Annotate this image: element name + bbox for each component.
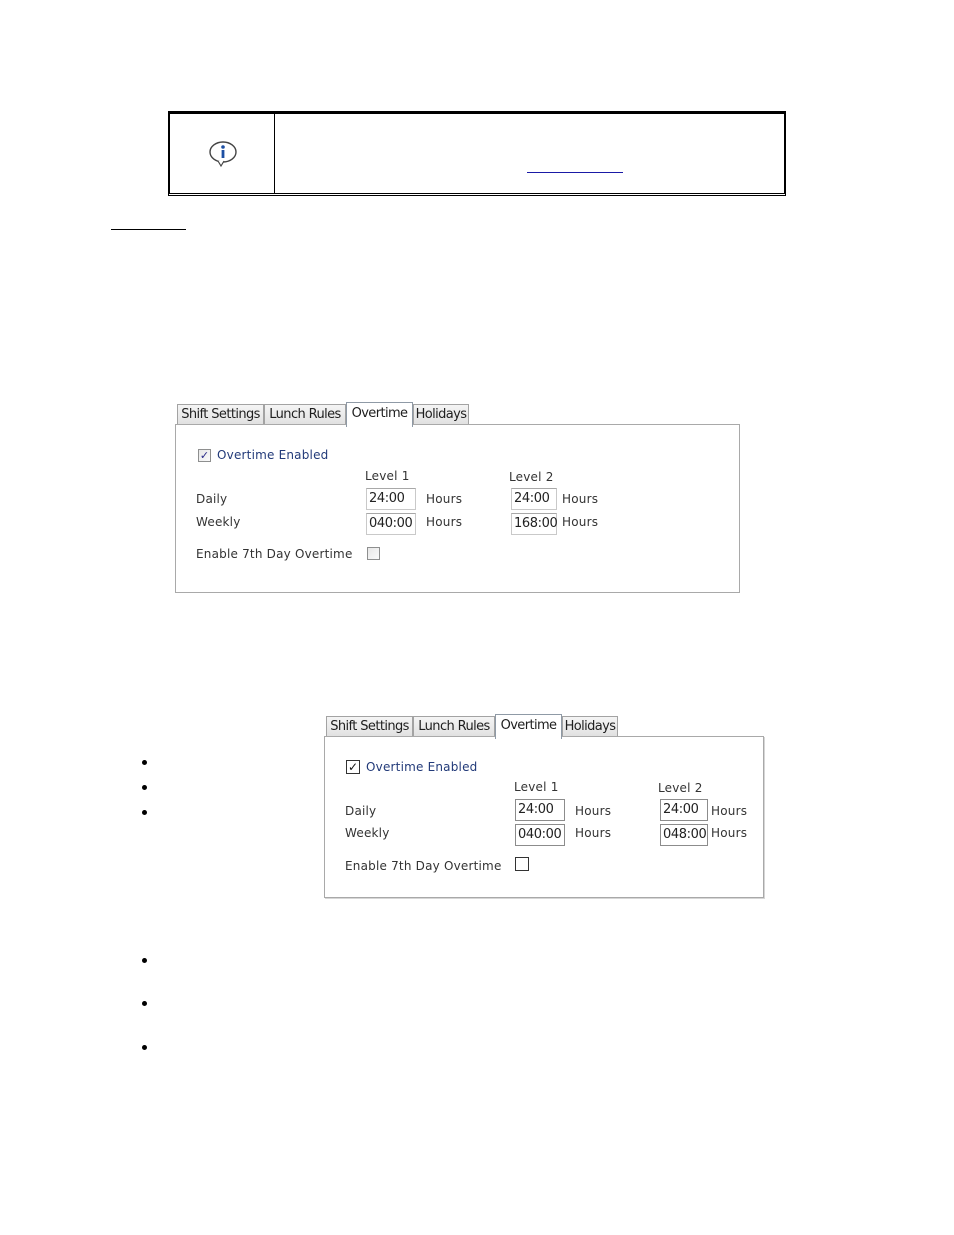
tab-lunch-rules[interactable]: Lunch Rules <box>413 716 495 736</box>
daily-level1-input[interactable]: 24:00 <box>515 799 565 821</box>
tab-lunch-rules[interactable]: Lunch Rules <box>264 404 346 424</box>
seventh-day-checkbox[interactable] <box>515 857 529 871</box>
seventh-day-checkbox[interactable] <box>367 547 380 560</box>
info-icon <box>207 140 239 168</box>
bullet-marker <box>142 785 147 790</box>
daily-level2-hours: Hours <box>711 804 748 818</box>
seventh-day-label: Enable 7th Day Overtime <box>345 859 502 873</box>
weekly-level2-input[interactable]: 048:00 <box>660 824 708 846</box>
info-note-box <box>168 111 786 196</box>
tab-holidays[interactable]: Holidays <box>413 404 469 424</box>
bullet-marker <box>142 1001 147 1006</box>
level1-header: Level 1 <box>514 780 559 794</box>
tab-shift-settings[interactable]: Shift Settings <box>177 404 264 424</box>
note-link-underline[interactable] <box>527 172 623 173</box>
overtime-enabled-label: Overtime Enabled <box>217 448 329 462</box>
section-heading-underline <box>111 229 186 230</box>
daily-level2-hours: Hours <box>562 492 599 506</box>
weekly-label: Weekly <box>196 515 241 529</box>
tab-holidays[interactable]: Holidays <box>562 716 618 736</box>
level1-header: Level 1 <box>365 469 410 483</box>
overtime-enabled-label: Overtime Enabled <box>366 760 478 774</box>
seventh-day-label: Enable 7th Day Overtime <box>196 547 353 561</box>
weekly-level2-hours: Hours <box>562 515 599 529</box>
daily-level2-input[interactable]: 24:00 <box>511 488 557 510</box>
overtime-enabled-checkbox[interactable]: ✓ <box>199 449 210 462</box>
weekly-level2-hours: Hours <box>711 826 748 840</box>
weekly-level1-input[interactable]: 040:00 <box>515 824 565 846</box>
bullet-marker <box>142 760 147 765</box>
weekly-level2-input[interactable]: 168:00 <box>511 513 557 535</box>
bullet-marker <box>142 958 147 963</box>
overtime-dialog-top <box>175 402 740 593</box>
daily-level1-hours: Hours <box>426 492 463 506</box>
note-icon-cell <box>170 114 275 193</box>
daily-level2-input[interactable]: 24:00 <box>660 799 708 821</box>
overtime-dialog-bottom <box>324 714 764 899</box>
overtime-panel <box>175 424 740 593</box>
daily-label: Daily <box>345 804 377 818</box>
tab-overtime[interactable]: Overtime <box>346 402 413 427</box>
weekly-level1-hours: Hours <box>426 515 463 529</box>
bullet-marker <box>142 1045 147 1050</box>
weekly-level1-input[interactable]: 040:00 <box>366 513 416 535</box>
overtime-panel <box>324 736 764 898</box>
tab-overtime[interactable]: Overtime <box>495 714 562 739</box>
daily-level1-input[interactable]: 24:00 <box>366 488 416 510</box>
daily-label: Daily <box>196 492 228 506</box>
tab-shift-settings[interactable]: Shift Settings <box>326 716 413 736</box>
weekly-label: Weekly <box>345 826 390 840</box>
weekly-level1-hours: Hours <box>575 826 612 840</box>
daily-level1-hours: Hours <box>575 804 612 818</box>
level2-header: Level 2 <box>658 781 703 795</box>
level2-header: Level 2 <box>509 470 554 484</box>
bullet-marker <box>142 810 147 815</box>
overtime-enabled-checkbox[interactable]: ✓ <box>347 760 359 774</box>
